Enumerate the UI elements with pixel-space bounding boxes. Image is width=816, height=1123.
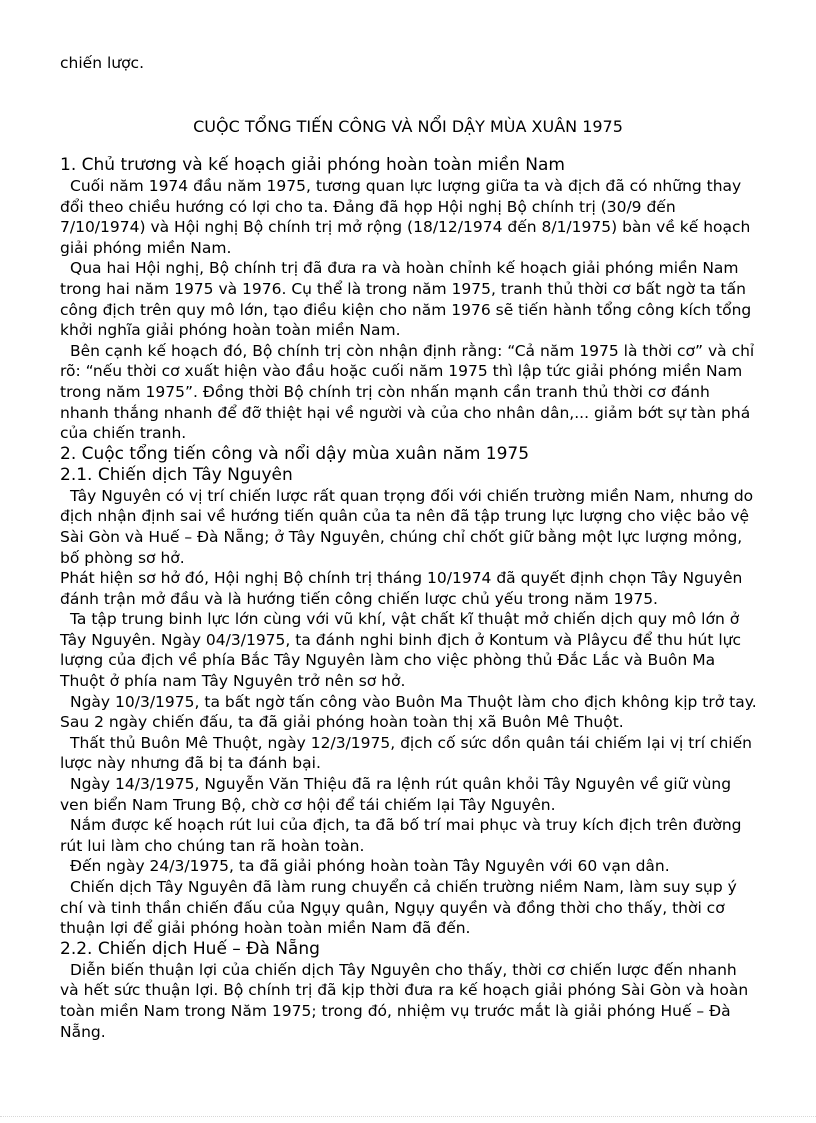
paragraph: Thất thủ Buôn Mê Thuột, ngày 12/3/1975, địch cố sức dồn quân tái chiếm lại vị trí chiến lược này nhưng đã bị ta đánh bại. [60,733,752,773]
paragraph: Tây Nguyên có vị trí chiến lược rất quan trọng đối với chiến trường miền Nam, nhưng do địch nhận định sai về hướng tiến quân của ta nên đã tập trung lực lượng cho việc bảo vệ Sài Gòn và Huế – Đà Nẵng; ở Tây Nguyên, chúng chỉ chốt giữ bằng một lực lượng mỏng, bố phòng sơ hở. [60,486,754,567]
paragraph: Chiến dịch Tây Nguyên đã làm rung chuyển cả chiến trường niềm Nam, làm suy sụp ý chí và tinh thần chiến đấu của Ngụy quân, Ngụy quyền và đồng thời cho thấy, thời cơ thuận lợi để giải phóng hoàn toàn miền Nam đã đến. [60,878,737,938]
paragraph: Diễn biến thuận lợi của chiến dịch Tây Nguyên cho thấy, thời cơ chiến lược đến nhanh và hết sức thuận lợi. Bộ chính trị đã kịp thời đưa ra kế hoạch giải phóng Sài Gòn và hoàn toàn miền Nam trong Năm 1975; trong đó, nhiệm vụ trước mắt là giải phóng Huế – Đà Nẵng. [60,960,749,1041]
paragraph: Phát hiện sơ hở đó, Hội nghị Bộ chính trị tháng 10/1974 đã quyết định chọn Tây Nguyên đánh trận mở đầu và là hướng tiến công chiến lược chủ yếu trong năm 1975. [60,569,743,608]
paragraph: Ta tập trung binh lực lớn cùng với vũ khí, vật chất kĩ thuật mở chiến dịch quy mô lớn ở Tây Nguyên. Ngày 04/3/1975, ta đánh nghi binh địch ở Kontum và Plâycu để thu hút lực lượng của địch về phía Bắc Tây Nguyên làm cho việc phòng thủ Đắc Lắc và Buôn Ma Thuột ở phía nam Tây Nguyên trở nên sơ hở. [60,610,742,691]
top-fragment: chiến lược. [60,54,145,72]
page-title: CUỘC TỔNG TIẾN CÔNG VÀ NỔI DẬY MÙA XUÂN 1975 [193,117,623,136]
paragraph: Ngày 14/3/1975, Nguyễn Văn Thiệu đã ra lệnh rút quân khỏi Tây Nguyên về giữ vùng ven biển Nam Trung Bộ, chờ cơ hội để tái chiếm lại Tây Nguyên. [60,775,732,814]
page-bottom-divider [0,1116,816,1117]
paragraph: Qua hai Hội nghị, Bộ chính trị đã đưa ra và hoàn chỉnh kế hoạch giải phóng miền Nam trong hai năm 1975 và 1976. Cụ thể là trong năm 1975, tranh thủ thời cơ bất ngờ ta tấn công địch trên quy mô lớn, tạo điều kiện cho năm 1976 sẽ tiến hành tổng công kích tổng khởi nghĩa giải phóng hoàn toàn miền Nam. [60,259,752,340]
section1-heading: 1. Chủ trương và kế hoạch giải phóng hoàn toàn miền Nam [60,155,565,175]
paragraph: Ngày 10/3/1975, ta bất ngờ tấn công vào Buôn Ma Thuột làm cho địch không kịp trở tay. Sau 2 ngày chiến đấu, ta đã giải phóng hoàn toàn thị xã Buôn Mê Thuột. [60,692,757,732]
main-content [60,155,760,1042]
paragraph: Đến ngày 24/3/1975, ta đã giải phóng hoàn toàn Tây Nguyên với 60 vạn dân. [70,857,670,876]
paragraph: Bên cạnh kế hoạch đó, Bộ chính trị còn nhận định rằng: “Cả năm 1975 là thời cơ” và chỉ rõ: “nếu thời cơ xuất hiện vào đầu hoặc cuối năm 1975 thì lập tức giải phóng miền Nam trong năm 1975”. Đồng thời Bộ chính trị còn nhấn mạnh cần tranh thủ thời cơ đánh nhanh thắng nhanh để đỡ thiệt hại về người và của cho nhân dân,... giảm bớt sự tàn phá của chiến tranh. [60,341,755,443]
top-fragment-block [60,53,760,74]
paragraph: Nắm được kế hoạch rút lui của địch, ta đã bố trí mai phục và truy kích địch trên đường rút lui làm cho chúng tan rã hoàn toàn. [60,816,742,855]
subsection-2-2-heading: 2.2. Chiến dịch Huế – Đà Nẵng [60,938,320,959]
paragraph: Cuối năm 1974 đầu năm 1975, tương quan lực lượng giữa ta và địch đã có những thay đổi theo chiều hướng có lợi cho ta. Đảng đã họp Hội nghị Bộ chính trị (30/9 đến 7/10/1974) và Hội nghị Bộ chính trị mở rộng (18/12/1974 đến 8/1/1975) bàn về kế hoạch giải phóng miền Nam. [60,177,751,257]
subsection-2-1-heading: 2.1. Chiến dịch Tây Nguyên [60,464,293,485]
section2-heading: 2. Cuộc tổng tiến công và nổi dậy mùa xuân năm 1975 [60,443,530,464]
